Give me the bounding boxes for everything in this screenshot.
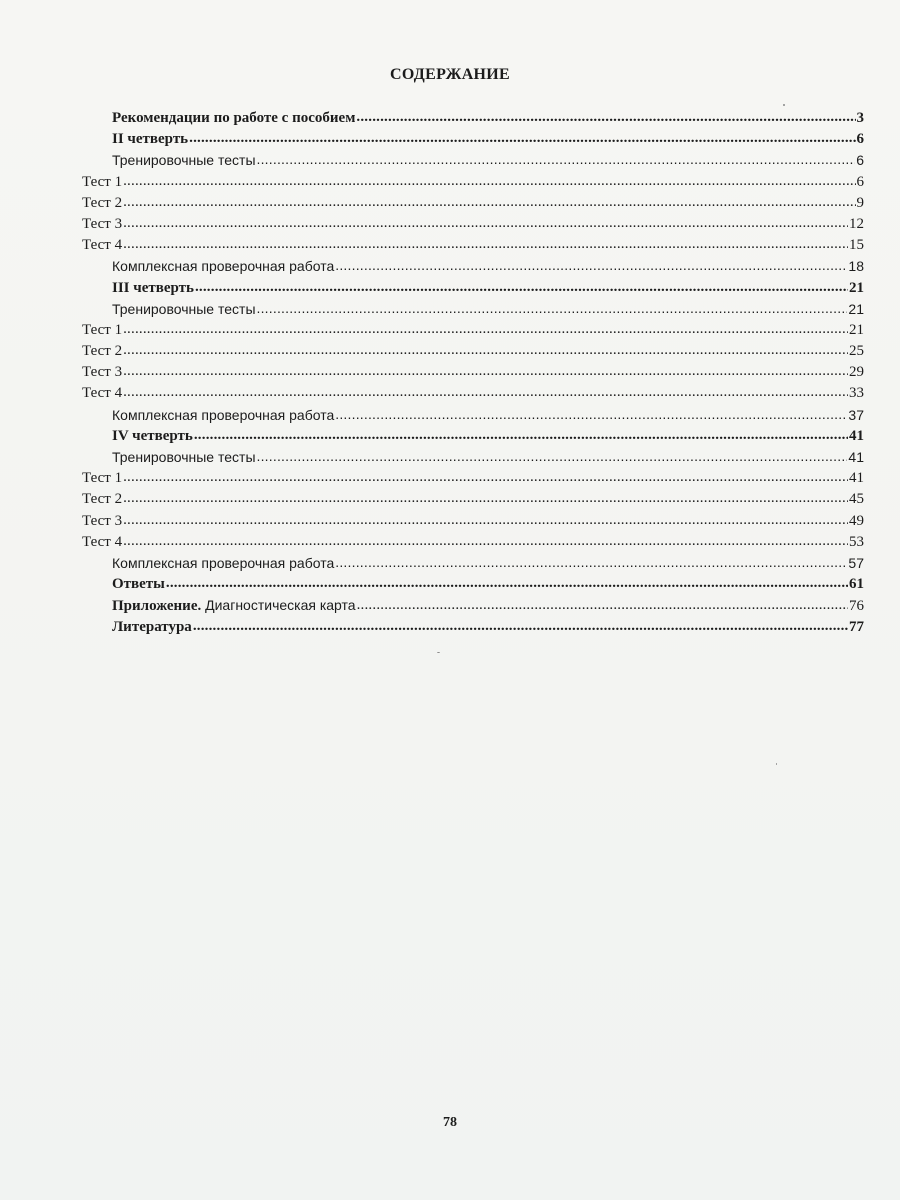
toc-entry-page: 76	[849, 598, 864, 615]
toc-entry	[82, 172, 864, 193]
dot-leader	[257, 298, 848, 319]
toc-entry	[82, 511, 864, 532]
toc-entry-page: 33	[849, 385, 864, 402]
toc-entry-page: 21	[848, 300, 864, 317]
toc-entry-label: Тест 4	[82, 385, 123, 402]
toc-entry	[82, 405, 864, 426]
toc-entry	[82, 320, 864, 341]
toc-entry	[82, 489, 864, 510]
dot-leader	[257, 446, 848, 467]
toc-entry	[82, 193, 864, 214]
toc-entry-label: Литература	[112, 618, 192, 635]
toc-entry-page: 37	[848, 406, 864, 423]
toc-entry	[82, 256, 864, 277]
toc-entry-page: 18	[848, 258, 864, 275]
toc-entry-label: Тест 3	[82, 364, 123, 381]
toc-entry-label-rest: Диагностическая карта	[201, 597, 356, 614]
dot-leader	[335, 255, 847, 276]
dot-leader	[123, 171, 855, 192]
toc-entry-label	[112, 595, 356, 617]
toc-entry-label: II четверть	[112, 131, 189, 148]
toc-entry	[82, 129, 864, 150]
dot-leader	[123, 467, 848, 488]
toc-entry-label: Комплексная проверочная работа	[112, 406, 335, 423]
toc-entry-label: Тест 2	[82, 343, 123, 360]
scan-speck	[776, 763, 777, 765]
scan-speck	[437, 652, 440, 653]
toc-entry-page: 6	[856, 173, 864, 190]
dot-leader	[123, 192, 855, 213]
toc-entry-label: Тест 3	[82, 215, 123, 232]
toc-entry-label: Тест 4	[82, 533, 123, 550]
toc-entry-page: 3	[856, 110, 864, 126]
toc-entry-label: Тест 2	[82, 194, 123, 211]
toc-entry-page: 6	[856, 131, 864, 148]
toc-entry-page: 49	[849, 512, 864, 529]
toc-entry-page: 45	[849, 491, 864, 508]
toc-entry-page: 15	[849, 237, 864, 254]
dot-leader	[123, 213, 848, 234]
toc-entry	[82, 553, 864, 574]
toc-entry	[82, 447, 864, 468]
toc-entry-page: 41	[848, 449, 864, 465]
scan-speck	[783, 104, 785, 106]
dot-leader	[123, 319, 848, 340]
toc-entry-label: III четверть	[112, 279, 194, 296]
toc-entry	[82, 341, 864, 362]
toc-entry-label-bold: Приложение.	[112, 598, 202, 615]
toc-entry	[82, 278, 864, 299]
dot-leader	[189, 128, 855, 149]
toc-entry	[82, 426, 864, 447]
toc-entry-page: 21	[849, 279, 864, 296]
toc-entry	[82, 574, 864, 595]
toc-entry-page: 53	[849, 533, 864, 550]
toc-entry-label: IV четверть	[112, 427, 193, 444]
toc-entry-page: 12	[849, 215, 864, 232]
page-title: СОДЕРЖАНИЕ	[389, 66, 511, 83]
toc-entry-page: 25	[849, 343, 864, 360]
toc-entry	[82, 468, 864, 489]
dot-leader	[123, 361, 848, 382]
dot-leader	[335, 404, 847, 425]
dot-leader	[335, 552, 847, 573]
table-of-contents	[82, 108, 864, 638]
toc-entry-label: Ответы	[112, 576, 165, 593]
page-number: 78	[443, 1115, 457, 1130]
dot-leader	[257, 149, 856, 170]
toc-entry-label: Тест 2	[82, 491, 123, 508]
dot-leader	[123, 531, 848, 552]
toc-entry-page: 21	[849, 321, 864, 338]
toc-entry-label: Тест 4	[82, 237, 123, 254]
toc-entry-page: 41	[849, 470, 864, 487]
toc-entry-page: 6	[856, 152, 864, 169]
dot-leader	[357, 595, 848, 616]
toc-entry	[82, 595, 864, 616]
toc-entry-label: Тренировочные тесты	[112, 152, 256, 169]
dot-leader	[356, 107, 855, 128]
toc-entry-label: Тест 1	[82, 470, 123, 487]
toc-entry	[82, 532, 864, 553]
dot-leader	[123, 234, 848, 255]
dot-leader	[193, 616, 848, 637]
toc-entry	[82, 150, 864, 171]
toc-entry	[82, 108, 864, 129]
toc-entry-label: Тест 3	[82, 512, 123, 529]
dot-leader	[123, 382, 848, 403]
dot-leader	[123, 340, 848, 361]
dot-leader	[166, 573, 848, 594]
toc-entry	[82, 383, 864, 404]
toc-entry-label: Комплексная проверочная работа	[112, 258, 335, 275]
toc-entry	[82, 617, 864, 638]
toc-entry-page: 9	[856, 194, 864, 211]
toc-entry-page: 41	[849, 427, 864, 444]
toc-entry-page: 77	[849, 618, 864, 635]
toc-entry-label: Тест 1	[82, 321, 123, 338]
toc-entry-label: Тренировочные тесты	[112, 449, 256, 465]
toc-entry	[82, 214, 864, 235]
toc-entry-page: 57	[848, 554, 864, 571]
toc-entry	[82, 235, 864, 256]
toc-entry-label: Рекомендации по работе с пособием	[112, 110, 356, 126]
toc-entry-label: Тест 1	[82, 173, 123, 190]
dot-leader	[195, 277, 848, 298]
toc-entry-label: Комплексная проверочная работа	[112, 554, 335, 571]
toc-entry-label: Тренировочные тесты	[112, 300, 256, 317]
toc-entry	[82, 299, 864, 320]
dot-leader	[123, 488, 848, 509]
dot-leader	[123, 510, 848, 531]
toc-entry-page: 29	[849, 364, 864, 381]
toc-entry	[82, 362, 864, 383]
dot-leader	[194, 425, 848, 446]
toc-entry-page: 61	[849, 576, 864, 593]
